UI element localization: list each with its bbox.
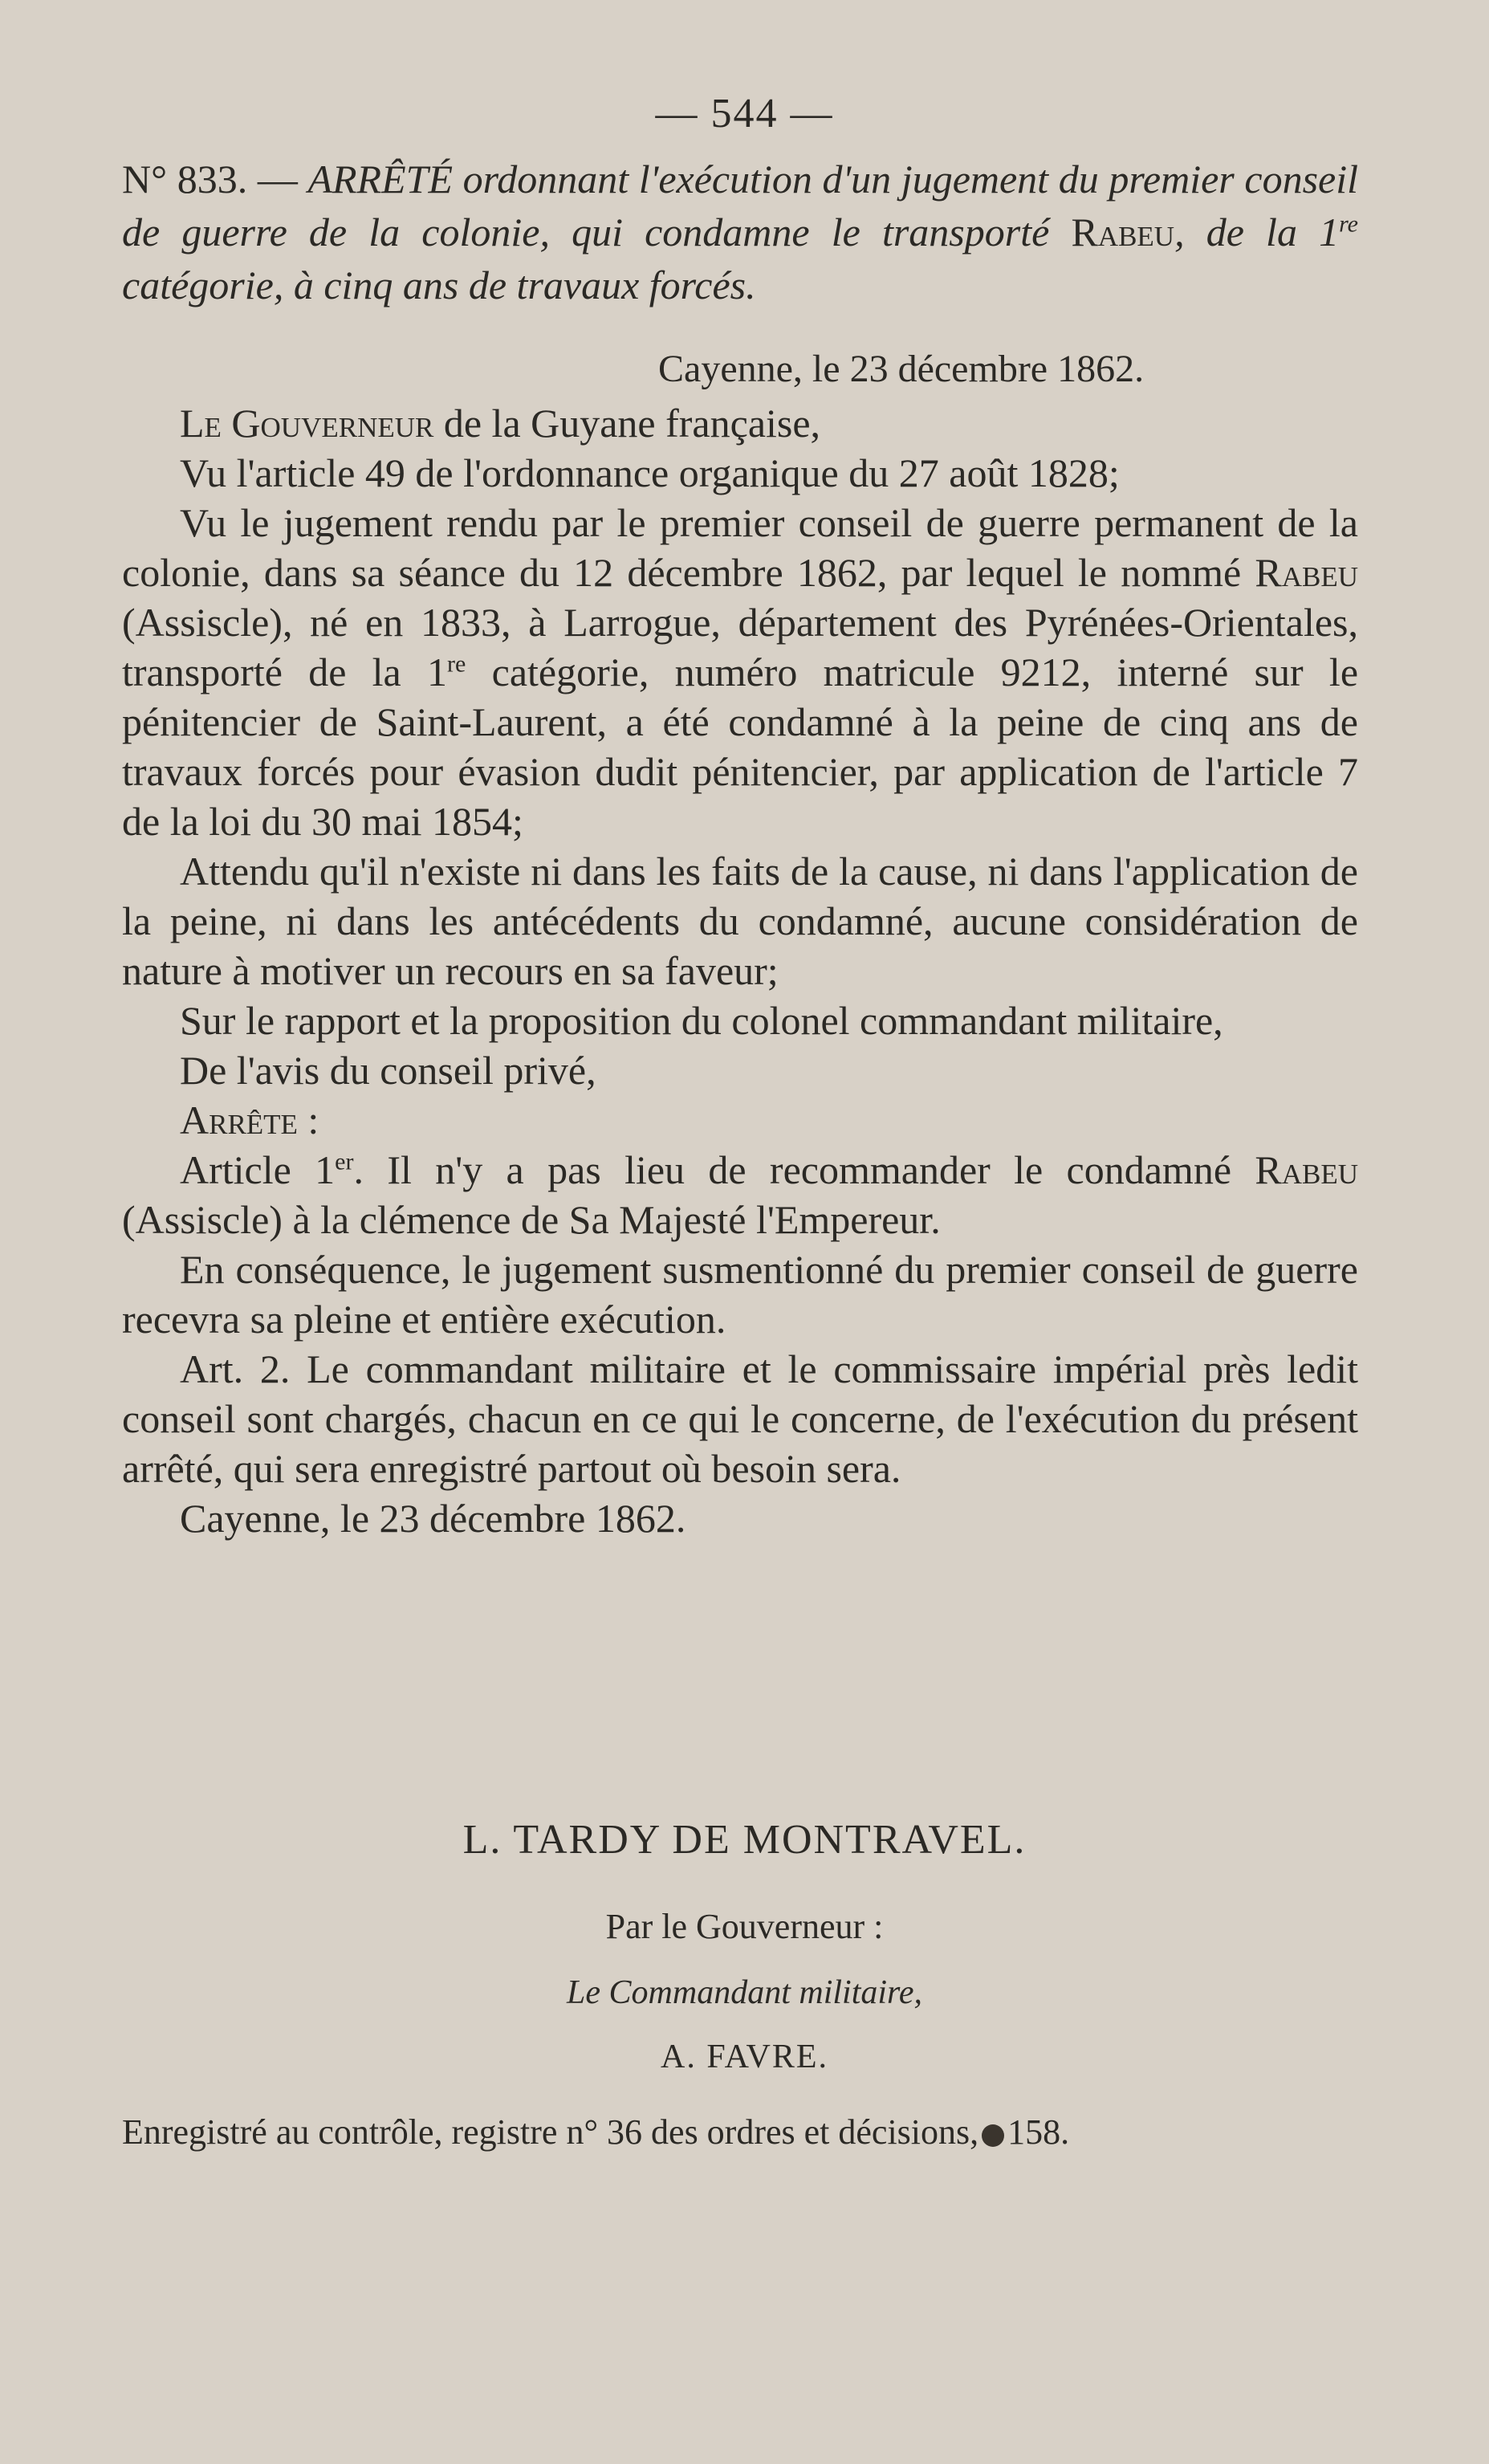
article-title-part-2: , de la 1 [1174, 210, 1340, 255]
article-1-name: Rabeu [1255, 1147, 1359, 1192]
paragraph-avis: De l'avis du conseil privé, [180, 1048, 596, 1093]
dateline: Cayenne, le 23 décembre 1862. [658, 348, 1145, 390]
paragraph-arrete: Arrête : [180, 1098, 319, 1142]
paragraph-article-2: Art. 2. Le commandant militaire et le commissaire impérial près ledit conseil sont chargés, chacun en ce qui le concerne, de l'exécution du présent arrêté, qui sera enregistré partout où besoin sera. [122, 1346, 1358, 1491]
commandant-signature: A. FAVRE. [661, 2038, 828, 2075]
paragraph-jugement [122, 498, 1358, 846]
decree-body [122, 398, 1358, 1543]
article-number: N° 833. — [122, 157, 298, 202]
paragraph-consequence: En conséquence, le jugement susmentionné du premier conseil de guerre recevra sa pleine et entière exécution. [122, 1247, 1358, 1342]
jugement-name: Rabeu [1255, 550, 1359, 595]
paragraph-ordonnance: Vu l'article 49 de l'ordonnance organique du 27 août 1828; [180, 450, 1120, 495]
governor-title: Le Gouverneur [180, 401, 434, 446]
jugement-text-a: Vu le jugement rendu par le premier conseil de guerre permanent de la colonie, dans sa séance du 12 décembre 1862, par lequel le nommé [122, 500, 1358, 595]
paragraph-closing-date: Cayenne, le 23 décembre 1862. [180, 1496, 686, 1541]
article-1-label: Article 1 [180, 1147, 336, 1192]
par-le-gouverneur: Par le Gouverneur : [605, 1907, 884, 1946]
category-superscript: re [1339, 210, 1358, 238]
paragraph-attendu: Attendu qu'il n'existe ni dans les faits de la cause, ni dans l'application de la peine, ni dans les antécédents du condamné, aucune considération de nature à motiver un recours en sa faveur; [122, 849, 1358, 993]
jugement-text-b: (Assiscle), né en 1833, à Larrogue, département des Pyrénées-Orientales, transporté de la 1 [122, 600, 1358, 694]
article-heading [122, 153, 1358, 312]
page-number: — 544 — [655, 91, 834, 136]
registration-number: 158. [1007, 2112, 1070, 2152]
article-1-text-end: (Assiscle) à la clémence de Sa Majesté l'Empereur. [122, 1197, 941, 1242]
jugement-superscript: re [447, 650, 466, 678]
commandant-role: Le Commandant militaire, [567, 1974, 922, 2011]
jugement-text-c: catégorie, numéro matricule 9212, interné sur le pénitencier de Saint-Laurent, a été condamné à la peine de cinq ans de travaux forcés pour évasion dudit pénitencier, par application de l'article 7 de la loi du 30 mai 1854; [122, 650, 1359, 844]
governor-rest: de la Guyane française, [443, 401, 821, 446]
ink-stain-icon [982, 2124, 1004, 2147]
article-title-word: ARRÊTÉ [307, 157, 453, 202]
paragraph-governor [122, 398, 1358, 448]
governor-signature: L. TARDY DE MONTRAVEL. [462, 1817, 1027, 1863]
registration-note [122, 2112, 1406, 2152]
condemned-name: Rabeu [1071, 210, 1175, 255]
paragraph-article-1 [122, 1145, 1358, 1244]
paragraph-rapport: Sur le rapport et la proposition du colonel commandant militaire, [180, 998, 1223, 1043]
article-1-superscript: er [335, 1148, 354, 1175]
registration-text: Enregistré au contrôle, registre n° 36 des ordres et décisions, [122, 2112, 979, 2152]
article-1-text: . Il n'y a pas lieu de recommander le condamné [353, 1147, 1232, 1192]
article-title-part-1: ordonnant l'exécution d'un jugement du premier conseil de guerre de la colonie, qui condamne le transporté [122, 157, 1359, 255]
article-title-part-3: catégorie, à cinq ans de travaux forcés. [122, 263, 756, 307]
